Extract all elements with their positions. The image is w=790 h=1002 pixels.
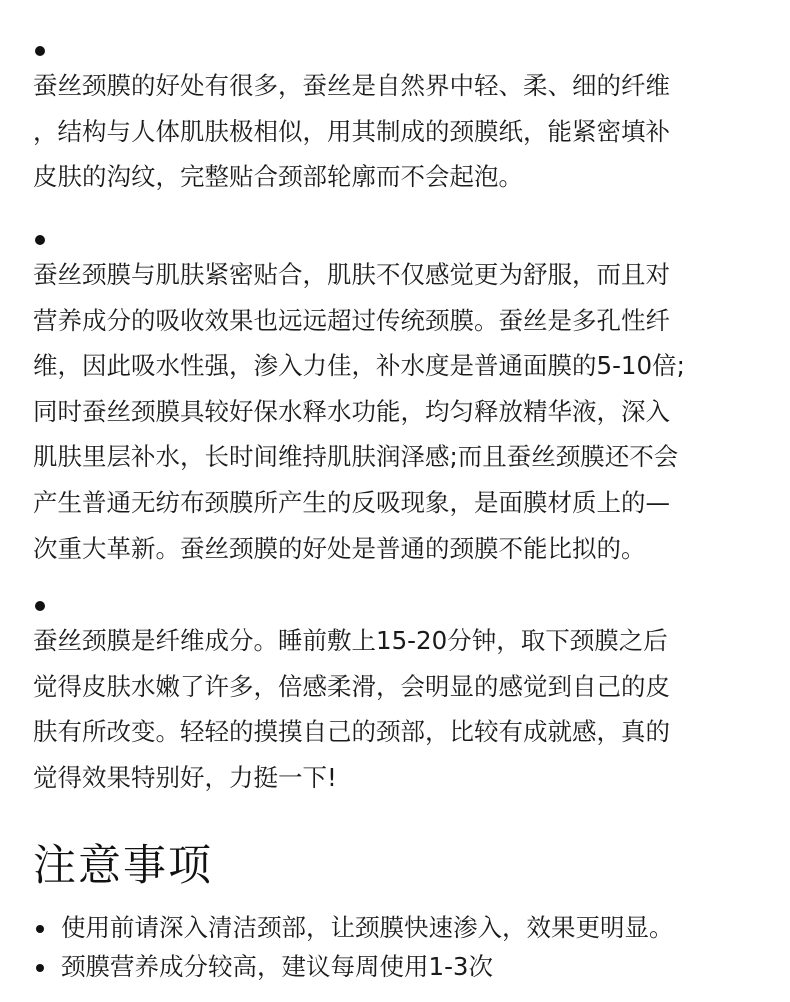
- paragraph-line: 同时蚕丝颈膜具较好保水释水功能，均匀释放精华液，深入: [33, 396, 670, 426]
- paragraph-line: 觉得效果特别好，力挺一下!: [33, 762, 337, 792]
- bullet-dot: [35, 601, 45, 611]
- note-text: 使用前请深入清洁颈部，让颈膜快速渗入，效果更明显。: [61, 913, 674, 942]
- paragraph-line: 蚕丝颈膜的好处有很多，蚕丝是自然界中轻、柔、细的纤维: [33, 71, 670, 100]
- paragraph-line: 次重大革新。蚕丝颈膜的好处是普通的颈膜不能比拟的。: [33, 533, 646, 563]
- paragraph-line: 觉得皮肤水嫩了许多，倍感柔滑，会明显的感觉到自己的皮: [33, 671, 670, 701]
- benefit-section-3: [33, 601, 763, 800]
- paragraph-line: ，结构与人体肌肤极相似，用其制成的颈膜纸，能紧密填补: [33, 116, 670, 146]
- paragraph-line: 蚕丝颈膜是纤维成分。睡前敷上15-20分钟，取下颈膜之后: [33, 626, 668, 655]
- paragraph-line: 肤有所改变。轻轻的摸摸自己的颈部，比较有成就感，真的: [33, 717, 670, 747]
- benefit-paragraph-2: [33, 252, 763, 571]
- bullet-dot: [35, 46, 45, 56]
- notes-list: [36, 908, 674, 986]
- paragraph-line: 蚕丝颈膜与肌肤紧密贴合，肌肤不仅感觉更为舒服，而且对: [33, 260, 670, 289]
- benefit-section-1: [33, 46, 763, 200]
- paragraph-line: 维，因此吸水性强，渗入力佳，补水度是普通面膜的5-10倍;: [33, 351, 685, 381]
- paragraph-line: 肌肤里层补水，长时间维持肌肤润泽感;而且蚕丝颈膜还不会: [33, 442, 679, 472]
- bullet-dot: [36, 925, 44, 933]
- benefit-section-2: [33, 235, 763, 571]
- paragraph-line: 产生普通无纺布颈膜所产生的反吸现象，是面膜材质上的—: [33, 487, 670, 517]
- note-item: [36, 908, 674, 947]
- bullet-dot: [36, 964, 44, 972]
- bullet-dot: [35, 235, 45, 245]
- note-item: [36, 947, 674, 986]
- benefit-paragraph-1: [33, 63, 763, 200]
- paragraph-line: 皮肤的沟纹，完整贴合颈部轮廓而不会起泡。: [33, 162, 523, 192]
- benefit-paragraph-3: [33, 618, 763, 800]
- notes-heading: 注意事项: [33, 841, 213, 891]
- note-text: 颈膜营养成分较高，建议每周使用1-3次: [61, 952, 494, 981]
- paragraph-line: 营养成分的吸收效果也远远超过传统颈膜。蚕丝是多孔性纤: [33, 305, 670, 335]
